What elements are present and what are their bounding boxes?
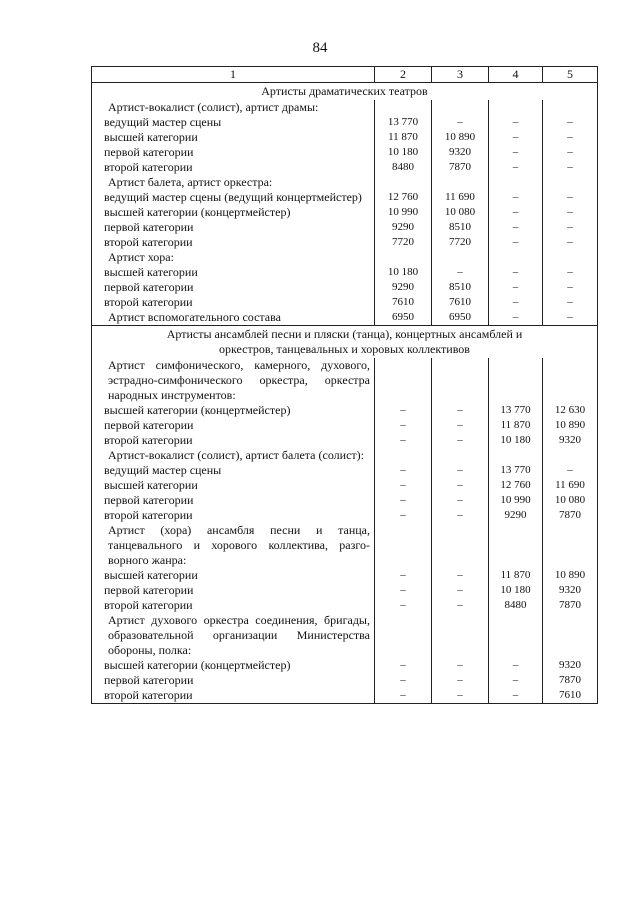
table-row: [92, 448, 598, 463]
column-header: 4: [489, 67, 543, 83]
table-row: [92, 175, 598, 190]
salary-value-col-5: [543, 613, 598, 658]
category-label: ведущий мастер сцены: [92, 463, 375, 478]
salary-value-col-3: –: [432, 493, 489, 508]
salary-value-col-5: 12 630: [543, 403, 598, 418]
category-label: высшей категории (концертмейстер): [92, 205, 375, 220]
salary-value-col-2: –: [375, 568, 432, 583]
salary-value-col-2: 6950: [375, 310, 432, 326]
salary-value-col-4: 10 180: [489, 433, 543, 448]
salary-value-col-3: 8510: [432, 220, 489, 235]
salary-value-col-5: –: [543, 295, 598, 310]
salary-value-col-5: 11 690: [543, 478, 598, 493]
salary-value-col-5: [543, 100, 598, 115]
salary-value-col-3: 7610: [432, 295, 489, 310]
table-row: [92, 160, 598, 175]
salary-value-col-2: 9290: [375, 280, 432, 295]
salary-value-col-5: –: [543, 235, 598, 250]
category-label: высшей категории: [92, 568, 375, 583]
category-label: второй категории: [92, 235, 375, 250]
table-row: [92, 508, 598, 523]
table-row: [92, 190, 598, 205]
salary-value-col-3: –: [432, 598, 489, 613]
salary-value-col-4: –: [489, 205, 543, 220]
table-row: [92, 658, 598, 673]
salary-value-col-4: –: [489, 115, 543, 130]
salary-value-col-2: 10 990: [375, 205, 432, 220]
table-row: [92, 280, 598, 295]
page-number: 84: [312, 40, 328, 56]
table-row: [92, 130, 598, 145]
salary-value-col-2: –: [375, 508, 432, 523]
table-row: [92, 220, 598, 235]
table-row: [92, 598, 598, 613]
salary-value-col-4: 10 990: [489, 493, 543, 508]
table-row: [92, 403, 598, 418]
column-header: 3: [432, 67, 489, 83]
category-label: первой категории: [92, 280, 375, 295]
salary-value-col-5: –: [543, 280, 598, 295]
category-group-label: Артист-вокалист (солист), артист балета (солист):: [92, 448, 375, 463]
salary-value-col-4: 8480: [489, 598, 543, 613]
table-row: [92, 613, 598, 658]
salary-value-col-5: [543, 250, 598, 265]
salary-value-col-2: 8480: [375, 160, 432, 175]
salary-value-col-3: –: [432, 658, 489, 673]
salary-value-col-3: –: [432, 583, 489, 598]
salary-value-col-2: –: [375, 658, 432, 673]
salary-value-col-5: –: [543, 160, 598, 175]
salary-value-col-3: [432, 250, 489, 265]
salary-value-col-3: [432, 100, 489, 115]
category-label: высшей категории: [92, 130, 375, 145]
salary-value-col-3: –: [432, 568, 489, 583]
salary-value-col-2: –: [375, 463, 432, 478]
category-label: первой категории: [92, 493, 375, 508]
salary-value-col-4: [489, 175, 543, 190]
category-group-label: Артист балета, артист оркестра:: [92, 175, 375, 190]
table-row: [92, 568, 598, 583]
salary-value-col-3: –: [432, 265, 489, 280]
salary-value-col-3: –: [432, 463, 489, 478]
salary-value-col-2: –: [375, 493, 432, 508]
column-header: 2: [375, 67, 432, 83]
category-group-label: Артист хора:: [92, 250, 375, 265]
table-row: [92, 250, 598, 265]
table-row: [92, 418, 598, 433]
category-label: второй категории: [92, 160, 375, 175]
salary-value-col-4: –: [489, 235, 543, 250]
salary-value-col-5: 10 890: [543, 418, 598, 433]
salary-value-col-2: –: [375, 688, 432, 704]
salary-value-col-4: [489, 358, 543, 403]
salary-value-col-4: [489, 523, 543, 568]
salary-value-col-5: 7870: [543, 508, 598, 523]
salary-value-col-2: [375, 250, 432, 265]
salary-value-col-4: 13 770: [489, 463, 543, 478]
column-header: 5: [543, 67, 598, 83]
salary-value-col-5: –: [543, 130, 598, 145]
salary-value-col-2: –: [375, 598, 432, 613]
column-header: 1: [92, 67, 375, 83]
salary-value-col-3: 6950: [432, 310, 489, 326]
table-header-row: [92, 67, 598, 83]
salary-value-col-5: –: [543, 310, 598, 326]
category-label: первой категории: [92, 220, 375, 235]
section-title: Артисты драматических театров: [92, 83, 598, 101]
category-label: высшей категории (концертмейстер): [92, 658, 375, 673]
salary-value-col-2: [375, 613, 432, 658]
salary-value-col-3: 11 690: [432, 190, 489, 205]
salary-value-col-3: [432, 523, 489, 568]
salary-value-col-5: –: [543, 205, 598, 220]
salary-value-col-2: –: [375, 673, 432, 688]
salary-value-col-4: –: [489, 145, 543, 160]
category-group-label: Артист духового оркестра соединения, бригады, образовательной организации Министерства обороны, полка:: [92, 613, 375, 658]
salary-value-col-2: –: [375, 583, 432, 598]
table-row: [92, 358, 598, 403]
table-row: [92, 478, 598, 493]
category-label: второй категории: [92, 295, 375, 310]
salary-value-col-4: –: [489, 295, 543, 310]
salary-value-col-4: –: [489, 688, 543, 704]
table-row: [92, 205, 598, 220]
table-row: [92, 115, 598, 130]
salary-value-col-5: –: [543, 190, 598, 205]
salary-value-col-3: 9320: [432, 145, 489, 160]
salary-value-col-4: 11 870: [489, 418, 543, 433]
table-row: [92, 493, 598, 508]
salary-value-col-5: [543, 358, 598, 403]
table-row: [92, 295, 598, 310]
salary-value-col-2: 9290: [375, 220, 432, 235]
salary-table-body: [92, 67, 598, 704]
category-group-label: Артист симфонического, камерного, духового, эстрадно-симфонического оркестра, оркестра народных инструментов:: [92, 358, 375, 403]
category-group-label: Артист-вокалист (солист), артист драмы:: [92, 100, 375, 115]
salary-value-col-2: –: [375, 433, 432, 448]
table-row: [92, 463, 598, 478]
category-label: первой категории: [92, 145, 375, 160]
salary-value-col-5: [543, 523, 598, 568]
salary-value-col-3: –: [432, 673, 489, 688]
salary-value-col-5: –: [543, 265, 598, 280]
salary-value-col-5: –: [543, 220, 598, 235]
salary-value-col-3: [432, 175, 489, 190]
salary-value-col-2: [375, 358, 432, 403]
salary-value-col-3: –: [432, 403, 489, 418]
salary-value-col-5: –: [543, 463, 598, 478]
salary-value-col-5: 7870: [543, 598, 598, 613]
salary-value-col-3: 10 890: [432, 130, 489, 145]
salary-value-col-4: –: [489, 673, 543, 688]
category-label: второй категории: [92, 688, 375, 704]
salary-value-col-3: –: [432, 478, 489, 493]
salary-value-col-5: 9320: [543, 583, 598, 598]
category-label: ведущий мастер сцены: [92, 115, 375, 130]
salary-value-col-4: [489, 613, 543, 658]
salary-value-col-5: –: [543, 145, 598, 160]
salary-value-col-2: [375, 448, 432, 463]
salary-value-col-4: –: [489, 160, 543, 175]
salary-value-col-4: [489, 100, 543, 115]
section-header-row: [92, 83, 598, 101]
salary-value-col-4: 10 180: [489, 583, 543, 598]
salary-value-col-4: –: [489, 658, 543, 673]
salary-value-col-5: 7870: [543, 673, 598, 688]
salary-value-col-4: [489, 448, 543, 463]
salary-value-col-5: 9320: [543, 658, 598, 673]
table-row: [92, 583, 598, 598]
salary-value-col-2: [375, 523, 432, 568]
table-row: [92, 523, 598, 568]
salary-value-col-2: 12 760: [375, 190, 432, 205]
table-row: [92, 235, 598, 250]
salary-value-col-3: [432, 448, 489, 463]
salary-value-col-5: 9320: [543, 433, 598, 448]
salary-value-col-2: 10 180: [375, 265, 432, 280]
salary-value-col-4: 11 870: [489, 568, 543, 583]
salary-value-col-4: –: [489, 220, 543, 235]
salary-value-col-3: –: [432, 433, 489, 448]
salary-value-col-4: [489, 250, 543, 265]
section-header-row: [92, 326, 598, 359]
salary-value-col-4: 9290: [489, 508, 543, 523]
category-group-label: Артист вспомогательного состава: [92, 310, 375, 326]
salary-value-col-2: [375, 175, 432, 190]
salary-value-col-2: 11 870: [375, 130, 432, 145]
salary-value-col-3: –: [432, 418, 489, 433]
salary-value-col-3: –: [432, 688, 489, 704]
salary-value-col-2: 7610: [375, 295, 432, 310]
salary-value-col-3: 10 080: [432, 205, 489, 220]
salary-value-col-3: –: [432, 508, 489, 523]
table-row: [92, 310, 598, 326]
salary-value-col-2: –: [375, 418, 432, 433]
salary-value-col-5: 10 890: [543, 568, 598, 583]
table-row: [92, 433, 598, 448]
salary-value-col-4: –: [489, 310, 543, 326]
table-row: [92, 688, 598, 704]
table-row: [92, 265, 598, 280]
category-label: высшей категории (концертмейстер): [92, 403, 375, 418]
salary-value-col-2: –: [375, 478, 432, 493]
category-label: высшей категории: [92, 265, 375, 280]
salary-value-col-4: 12 760: [489, 478, 543, 493]
category-label: второй категории: [92, 508, 375, 523]
category-label: второй категории: [92, 433, 375, 448]
salary-value-col-3: [432, 613, 489, 658]
table-row: [92, 145, 598, 160]
salary-table: [91, 66, 598, 704]
salary-value-col-4: –: [489, 265, 543, 280]
salary-value-col-5: [543, 448, 598, 463]
salary-value-col-5: –: [543, 115, 598, 130]
category-label: первой категории: [92, 583, 375, 598]
salary-value-col-2: 7720: [375, 235, 432, 250]
salary-value-col-3: 8510: [432, 280, 489, 295]
category-label: высшей категории: [92, 478, 375, 493]
salary-value-col-2: 10 180: [375, 145, 432, 160]
table-row: [92, 673, 598, 688]
section-title: Артисты ансамблей песни и пляски (танца), концертных ансамблей и оркестров, танцевальных и хоровых коллективов: [92, 326, 598, 359]
salary-value-col-4: –: [489, 130, 543, 145]
category-label: первой категории: [92, 673, 375, 688]
salary-value-col-2: [375, 100, 432, 115]
salary-value-col-2: 13 770: [375, 115, 432, 130]
salary-value-col-4: –: [489, 280, 543, 295]
category-group-label: Артист (хора) ансамбля песни и танца, танцевального и хорового коллектива, разговорного жанра:: [92, 523, 375, 568]
category-label: первой категории: [92, 418, 375, 433]
salary-value-col-3: 7870: [432, 160, 489, 175]
salary-value-col-3: –: [432, 115, 489, 130]
salary-value-col-2: –: [375, 403, 432, 418]
table-row: [92, 100, 598, 115]
salary-value-col-4: –: [489, 190, 543, 205]
salary-value-col-5: 7610: [543, 688, 598, 704]
category-label: второй категории: [92, 598, 375, 613]
salary-value-col-4: 13 770: [489, 403, 543, 418]
salary-value-col-3: [432, 358, 489, 403]
category-label: ведущий мастер сцены (ведущий концертмейстер): [92, 190, 375, 205]
salary-value-col-5: 10 080: [543, 493, 598, 508]
salary-value-col-3: 7720: [432, 235, 489, 250]
salary-value-col-5: [543, 175, 598, 190]
